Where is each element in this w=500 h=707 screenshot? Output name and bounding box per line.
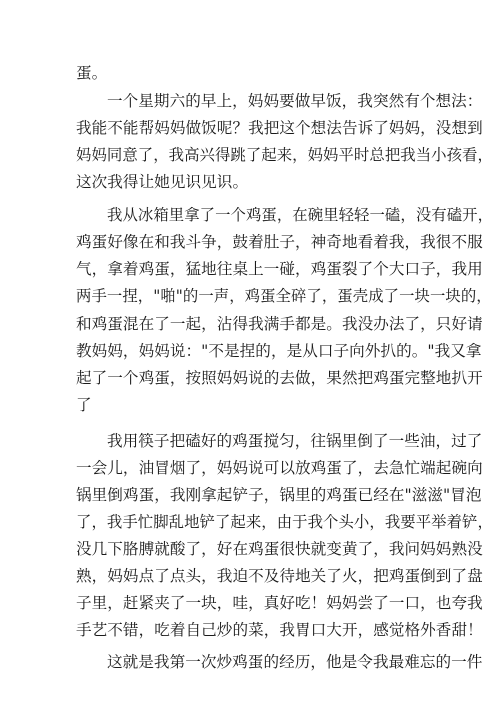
text-line: 这次我得让她见识见识。 — [76, 173, 249, 191]
text-line: 子里，赶紧夹了一块，哇，真好吃！妈妈尝了一口，也夸我 — [76, 594, 483, 612]
paragraph-first-line: 这就是我第一次炒鸡蛋的经历，他是令我最难忘的一件 — [107, 653, 483, 671]
text-line: 了，我手忙脚乱地铲了起来，由于我个头小，我要平举着铲， — [76, 513, 493, 531]
text-line: 气，拿着鸡蛋，猛地往桌上一碰，鸡蛋裂了个大口子，我用 — [76, 260, 483, 278]
text-line: 两手一捏，"啪"的一声，鸡蛋全碎了，蛋壳成了一块一块的， — [76, 287, 492, 305]
text-line: 教妈妈，妈妈说："不是捏的，是从口子向外扒的。"我又拿 — [76, 342, 482, 360]
text-line: 没几下胳膊就酸了，好在鸡蛋很快就变黄了，我问妈妈熟没 — [76, 540, 483, 558]
text-line: 起了一个鸡蛋，按照妈妈说的去做，果然把鸡蛋完整地扒开 — [76, 369, 483, 387]
text-line: 熟，妈妈点了点头，我迫不及待地关了火，把鸡蛋倒到了盘 — [76, 567, 483, 585]
text-line: 蛋。 — [76, 64, 108, 82]
text-line: 了 — [76, 396, 92, 414]
text-line: 锅里倒鸡蛋，我刚拿起铲子，锅里的鸡蛋已经在"滋滋"冒泡 — [76, 486, 482, 504]
text-line: 一会儿，油冒烟了，妈妈说可以放鸡蛋了，去急忙端起碗向 — [76, 459, 483, 477]
paragraph-first-line: 我从冰箱里拿了一个鸡蛋，在碗里轻轻一磕，没有磕开， — [107, 206, 494, 224]
text-line: 手艺不错，吃着自己炒的菜，我胃口大开，感觉格外香甜！ — [76, 621, 483, 639]
text-line: 我能不能帮妈妈做饭呢？我把这个想法告诉了妈妈，没想到 — [76, 119, 483, 137]
text-line: 鸡蛋好像在和我斗争，鼓着肚子，神奇地看着我，我很不服 — [76, 233, 483, 251]
paragraph-first-line: 一个星期六的早上，妈妈要做早饭，我突然有个想法： — [107, 92, 483, 110]
text-line: 妈妈同意了，我高兴得跳了起来，妈妈平时总把我当小孩看， — [76, 146, 493, 164]
text-line: 和鸡蛋混在了一起，沾得我满手都是。我没办法了，只好请 — [76, 315, 483, 333]
paragraph-first-line: 我用筷子把磕好的鸡蛋搅匀，往锅里倒了一些油，过了 — [107, 432, 483, 450]
